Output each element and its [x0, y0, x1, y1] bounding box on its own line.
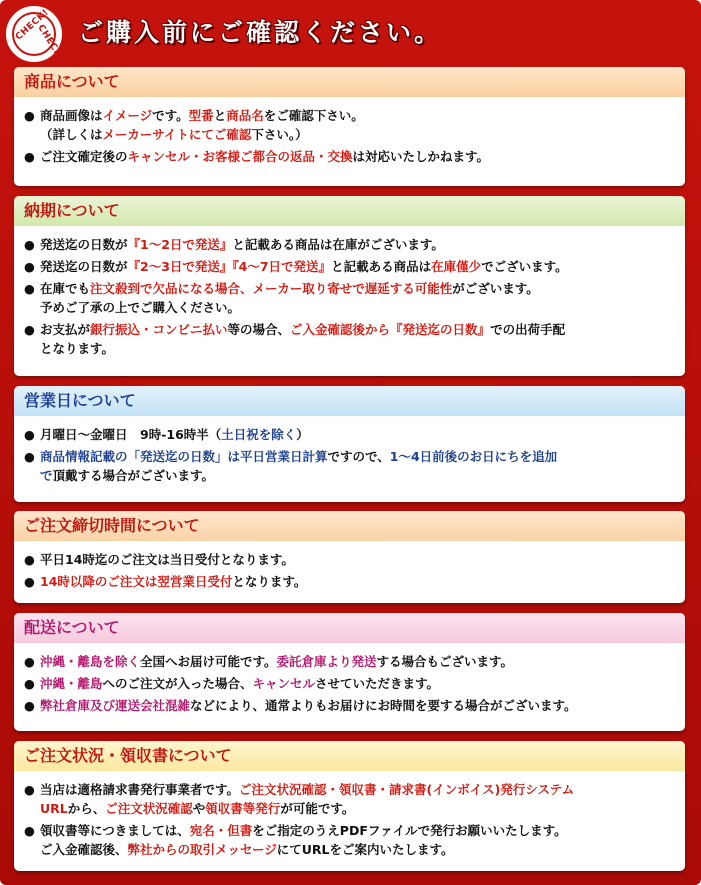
body-text: と記載ある商品は	[331, 259, 432, 274]
highlight-text: メーカーサイトにてご確認	[102, 127, 252, 142]
list-item	[24, 821, 675, 840]
section-heading: 配送について	[14, 613, 685, 643]
list-item-continuation	[24, 125, 675, 144]
highlight-text: キャンセル	[252, 676, 316, 691]
section-business-days	[14, 386, 685, 502]
highlight-text: ご入金確認後から『発送迄の日数』	[290, 322, 491, 337]
body-text: ご入金確認後、	[40, 842, 128, 857]
section-heading: ご注文状況・領収書について	[14, 741, 685, 771]
list-item	[24, 235, 675, 254]
body-text: と記載ある商品は在庫がございます。	[232, 237, 444, 252]
body-text: へのご注文が入った場合、	[102, 676, 253, 691]
badge-text-top: CHECK!	[13, 7, 52, 43]
section-heading: 営業日について	[14, 386, 685, 416]
section-shipping	[14, 613, 685, 731]
highlight-text: 商品情報記載の「発送迄の日数」は平日営業日計算	[40, 449, 328, 464]
body-text: をご指定のうえPDFファイルで発行お願いいたします。	[252, 823, 567, 838]
highlight-text: 弊社からの取引メッセージ	[127, 842, 277, 857]
list-item-continuation	[24, 840, 675, 859]
section-body	[14, 541, 685, 591]
list-item	[24, 106, 675, 125]
highlight-text: 注文殺到で欠品になる場合、メーカー取り寄せで遅延する可能性	[90, 281, 453, 296]
body-text: ですので、	[327, 449, 390, 464]
body-text: 当店は適格請求書発行事業者です。	[40, 782, 240, 797]
body-text: お支払が	[40, 322, 91, 337]
list-item	[24, 425, 675, 444]
highlight-text: 14時以降のご注文は翌営業日受付	[40, 574, 233, 589]
list-item	[24, 652, 675, 671]
body-text: させていただきます。	[315, 676, 440, 691]
highlight-text: 沖縄・離島	[40, 676, 103, 691]
body-text: です。	[152, 108, 189, 123]
section-body	[14, 643, 685, 715]
section-order-status-receipt	[14, 741, 685, 871]
body-text: ご注文確定後の	[40, 149, 128, 164]
list-item-continuation	[24, 298, 675, 317]
highlight-text: 銀行振込・コンビニ払い	[90, 322, 228, 337]
list-item	[24, 674, 675, 693]
body-text: にてURLをご案内いたします。	[276, 842, 454, 857]
highlight-text: URL	[40, 801, 68, 816]
body-text: でございます。	[481, 259, 568, 274]
body-text: 領収書等につきましては、	[40, 823, 190, 838]
highlight-text: 『1〜2日で発送』	[127, 237, 233, 252]
body-text: をご確認下さい。	[263, 108, 364, 123]
body-text: となります。	[232, 574, 307, 589]
highlight-text: 領収書等発行	[205, 801, 281, 816]
list-item	[24, 696, 675, 715]
highlight-text: 商品名	[226, 108, 264, 123]
highlight-text: キャンセル・お客様ご都合の返品・交換	[127, 149, 353, 164]
highlight-text: 弊社倉庫及び運送会社混雑	[40, 698, 191, 713]
list-item	[24, 147, 675, 166]
body-text: 発送迄の日数が	[40, 237, 128, 252]
body-text: は対応いたしかねます。	[352, 149, 490, 164]
body-text: 頂戴する場合がございます。	[52, 468, 215, 483]
section-body	[14, 97, 685, 166]
body-text: がございます。	[452, 281, 539, 296]
list-item	[24, 447, 675, 466]
list-item	[24, 279, 675, 298]
highlight-text: 『2〜3日で発送』『4〜7日で発送』	[127, 259, 332, 274]
section-products	[14, 67, 685, 186]
body-text: などにより、通常よりもお届けにお時間を要する場合がございます。	[190, 698, 577, 713]
body-text: と	[213, 108, 227, 123]
check-badge	[4, 4, 64, 64]
body-text: 平日14時迄のご注文は当日受付となります。	[40, 552, 294, 567]
highlight-text: 1〜4日前後のお日にちを追加	[389, 449, 558, 464]
body-text: から、	[67, 801, 106, 816]
highlight-text: 在庫僅少	[431, 259, 482, 274]
section-body	[14, 771, 685, 859]
section-heading: 納期について	[14, 196, 685, 226]
body-text: （詳しくは	[40, 127, 103, 142]
list-item-continuation	[24, 466, 675, 485]
body-text: 在庫でも	[40, 281, 91, 296]
body-text: が可能です。	[280, 801, 355, 816]
highlight-text: ご注文状況確認・領収書・請求書(インボイス)発行システム	[239, 782, 575, 797]
list-item-continuation	[24, 339, 675, 358]
highlight-text: 土日祝を除く	[221, 427, 297, 442]
list-item-continuation	[24, 799, 675, 818]
highlight-text: 委託倉庫より発送	[276, 654, 377, 669]
body-text: 商品画像は	[40, 108, 103, 123]
section-body	[14, 226, 685, 358]
section-body	[14, 416, 685, 485]
body-text: 下さい。）	[251, 127, 308, 142]
body-text: や	[192, 801, 206, 816]
badge-text-bottom: CHECK!	[35, 22, 66, 64]
list-item	[24, 572, 675, 591]
highlight-text: 沖縄・離島を除く	[40, 654, 141, 669]
body-text: ）	[296, 427, 309, 442]
highlight-text: イメージ	[102, 108, 153, 123]
highlight-text: ご注文状況確認	[105, 801, 193, 816]
section-heading: ご注文締切時間について	[14, 511, 685, 541]
highlight-text: 型番	[188, 108, 214, 123]
body-text: 発送迄の日数が	[40, 259, 128, 274]
highlight-text: 宛名・但書	[189, 823, 253, 838]
body-text: 全国へお届け可能です。	[140, 654, 277, 669]
body-text: 月曜日〜金曜日 9時-16時半（	[40, 427, 222, 442]
page-title: ご購入前にご確認ください。	[78, 18, 443, 47]
list-item	[24, 257, 675, 276]
list-item	[24, 780, 675, 799]
section-order-deadline	[14, 511, 685, 603]
body-text: での出荷手配	[490, 322, 566, 337]
body-text: 予めご了承の上でご購入ください。	[40, 300, 241, 315]
body-text: となります。	[40, 341, 115, 356]
list-item	[24, 320, 675, 339]
body-text: 等の場合、	[227, 322, 291, 337]
section-delivery-time	[14, 196, 685, 376]
body-text: する場合もございます。	[376, 654, 514, 669]
section-heading: 商品について	[14, 67, 685, 97]
highlight-text: で	[40, 468, 53, 483]
list-item	[24, 550, 675, 569]
